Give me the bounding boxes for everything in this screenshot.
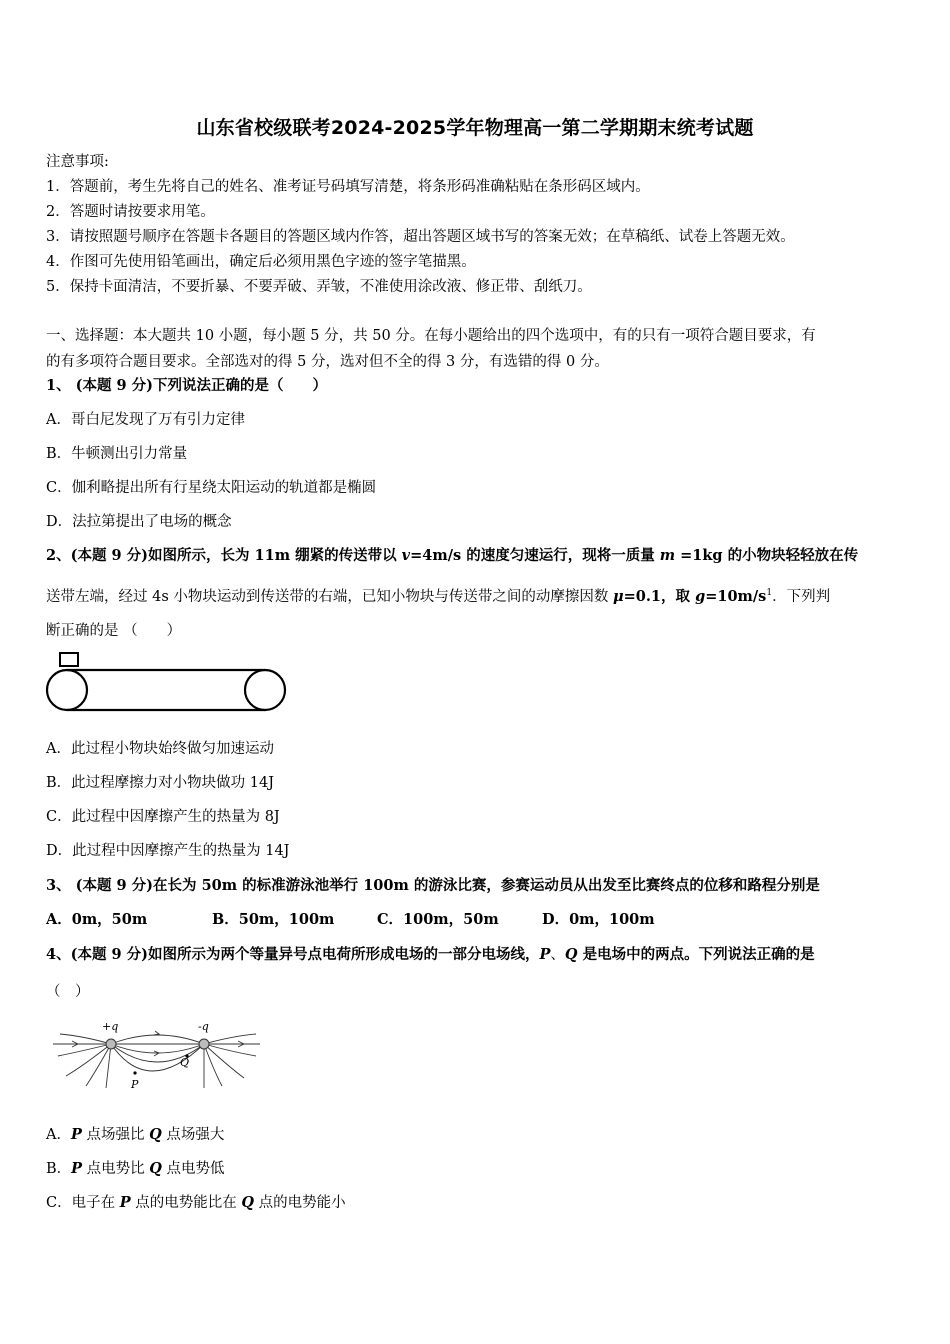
- q2-stem-line2: 送带左端，经过 4s 小物块运动到传送带的右端，已知小物块与传送带之间的动摩擦因数 μ=0.1，取 $g=10m/s^1$．下列判: [46, 587, 831, 605]
- notice-item-5: 5．保持卡面清洁，不要折暴、不要弄破、弄皱，不准使用涂改液、修正带、刮纸刀。: [46, 279, 592, 295]
- q3-option-a: A．0m，50m: [46, 911, 148, 928]
- electric-field-figure: [48, 1016, 268, 1096]
- q2-stem-line3: 断正确的是 （ ）: [46, 623, 182, 639]
- q4-option-a: A．P 点场强比 Q 点场强大: [46, 1126, 225, 1143]
- negative-charge-label: -q: [198, 1020, 209, 1033]
- q2-option-c: C．此过程中因摩擦产生的热量为 8J: [46, 809, 280, 825]
- q4-option-c: C．电子在 P 点的电势能比在 Q 点的电势能小: [46, 1194, 346, 1211]
- right-pulley: [245, 670, 285, 710]
- notice-item-3: 3．请按照题号顺序在答题卡各题目的答题区域内作答，超出答题区域书写的答案无效；在草稿纸、试卷上答题无效。: [46, 229, 795, 245]
- q1-option-d: D．法拉第提出了电场的概念: [46, 514, 232, 530]
- notice-item-2: 2．答题时请按要求用笔。: [46, 204, 215, 220]
- notice-heading: 注意事项:: [46, 154, 109, 170]
- point-q-label: Q: [180, 1056, 190, 1069]
- q4-stem-line2: （ ）: [46, 984, 90, 1000]
- q2-option-d: D．此过程中因摩擦产生的热量为 14J: [46, 843, 290, 859]
- q2-stem-line1: 2、(本题 9 分)如图所示，长为 11m 绷紧的传送带以 v=4m/s 的速度匀速运行，现将一质量 m =1kg 的小物块轻轻放在传: [46, 547, 859, 564]
- left-pulley: [47, 670, 87, 710]
- section1-intro-line1: 一、选择题：本大题共 10 小题，每小题 5 分，共 50 分。在每小题给出的四个选项中，有的只有一项符合题目要求，有: [46, 328, 816, 344]
- q2-option-b: B．此过程摩擦力对小物块做功 14J: [46, 775, 275, 791]
- positive-charge: [106, 1039, 116, 1049]
- q3-option-c: C．100m，50m: [377, 911, 499, 928]
- negative-charge: [199, 1039, 209, 1049]
- q4-stem-line1: 4、(本题 9 分)如图所示为两个等量异号点电荷所形成电场的一部分电场线，P、Q 是电场中的两点。下列说法正确的是: [46, 946, 815, 963]
- page-title: 山东省校级联考2024-2025学年物理高一第二学期期末统考试题: [196, 117, 754, 139]
- q1-stem: 1、 (本题 9 分)下列说法正确的是（ ）: [46, 377, 328, 394]
- point-p-label: P: [131, 1078, 139, 1091]
- notice-item-1: 1．答题前，考生先将自己的姓名、准考证号码填写清楚，将条形码准确粘贴在条形码区域内。: [46, 179, 650, 195]
- q3-option-b: B．50m，100m: [212, 911, 335, 928]
- q1-option-a: A．哥白尼发现了万有引力定律: [46, 412, 245, 428]
- q3-option-d: D．0m，100m: [542, 911, 655, 928]
- q3-stem: 3、 (本题 9 分)在长为 50m 的标准游泳池举行 100m 的游泳比赛，参赛运动员从出发至比赛终点的位移和路程分别是: [46, 877, 820, 894]
- block: [60, 653, 78, 666]
- positive-charge-label: +q: [102, 1020, 119, 1033]
- conveyor-belt-figure: [40, 648, 292, 718]
- q4-option-b: B．P 点电势比 Q 点电势低: [46, 1160, 225, 1177]
- q1-option-b: B．牛顿测出引力常量: [46, 446, 188, 462]
- point-p: [133, 1071, 136, 1074]
- q1-option-c: C．伽利略提出所有行星绕太阳运动的轨道都是椭圆: [46, 480, 377, 496]
- q2-option-a: A．此过程小物块始终做匀加速运动: [46, 741, 274, 757]
- section1-intro-line2: 的有多项符合题目要求。全部选对的得 5 分，选对但不全的得 3 分，有选错的得 0 分。: [46, 354, 609, 370]
- notice-item-4: 4．作图可先使用铅笔画出，确定后必须用黑色字迹的签字笔描黑。: [46, 254, 476, 270]
